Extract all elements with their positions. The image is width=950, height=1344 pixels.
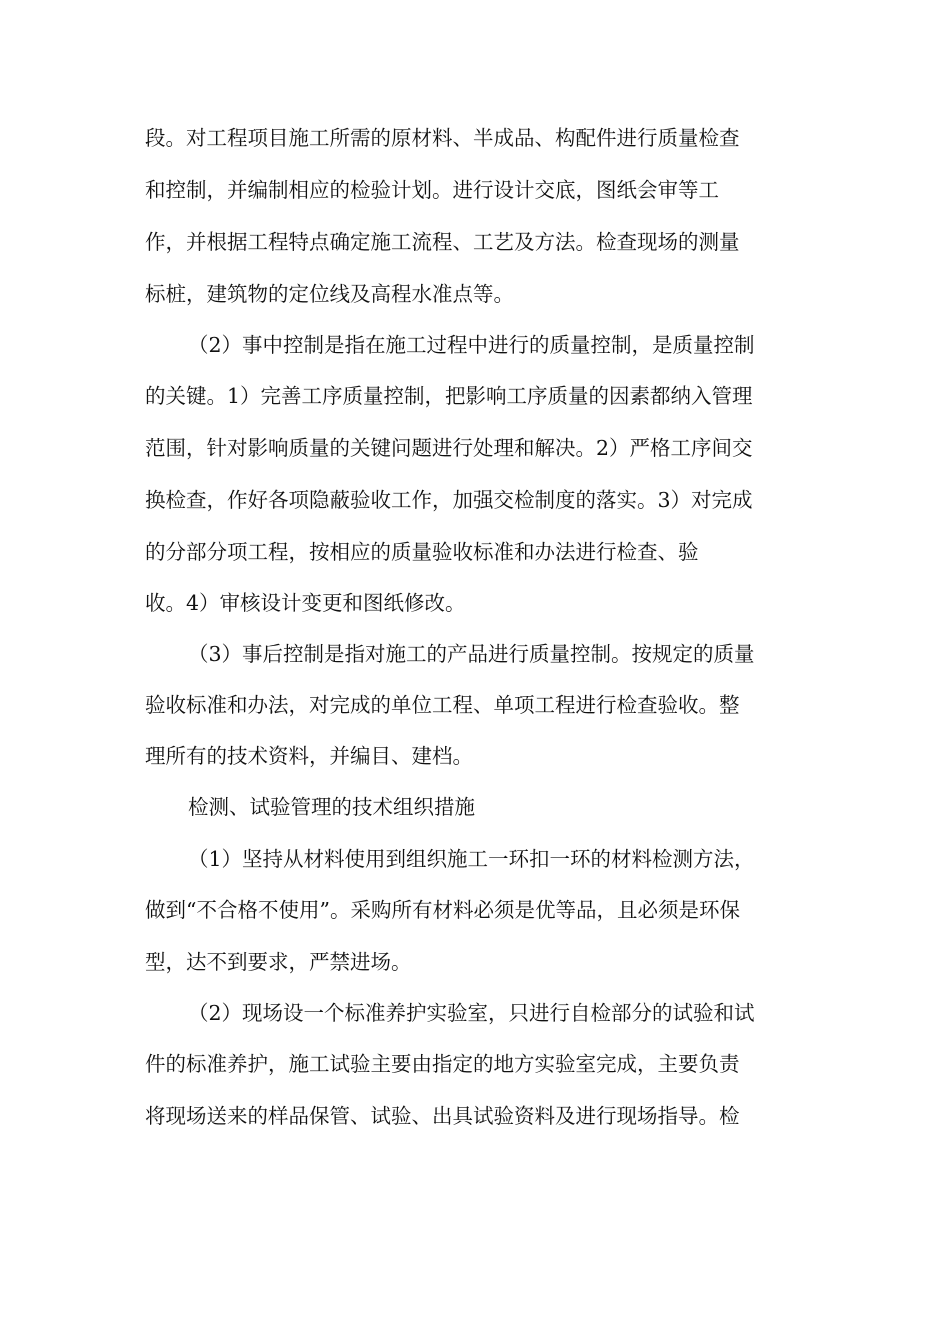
text-line: 范围，针对影响质量的关键问题进行处理和解决。2）严格工序间交 xyxy=(145,436,753,460)
text-line: 换检查，作好各项隐蔽验收工作，加强交检制度的落实。3）对完成 xyxy=(145,488,753,512)
paragraph-start-line: （2）事中控制是指在施工过程中进行的质量控制，是质量控制 xyxy=(188,333,755,357)
text-line: 的关键。1）完善工序质量控制，把影响工序质量的因素都纳入管理 xyxy=(145,384,753,408)
section-heading: 检测、试验管理的技术组织措施 xyxy=(188,795,475,819)
paragraph-start-line: （2）现场设一个标准养护实验室，只进行自检部分的试验和试 xyxy=(188,1001,755,1025)
text-line: 做到“不合格不使用”。采购所有材料必须是优等品，且必须是环保 xyxy=(145,898,740,922)
text-line: 作，并根据工程特点确定施工流程、工艺及方法。检查现场的测量 xyxy=(145,230,740,254)
text-line: 验收标准和办法，对完成的单位工程、单项工程进行检查验收。整 xyxy=(145,693,740,717)
text-line: 的分部分项工程，按相应的质量验收标准和办法进行检查、验 xyxy=(145,540,699,564)
paragraph-start-line: （1）坚持从材料使用到组织施工一环扣一环的材料检测方法， xyxy=(188,847,755,871)
text-line: 将现场送来的样品保管、试验、出具试验资料及进行现场指导。检 xyxy=(145,1104,740,1128)
text-line: 和控制，并编制相应的检验计划。进行设计交底，图纸会审等工 xyxy=(145,178,719,202)
text-line: 理所有的技术资料，并编目、建档。 xyxy=(145,744,473,768)
text-line: 标桩，建筑物的定位线及高程水准点等。 xyxy=(145,282,514,306)
text-line: 件的标准养护，施工试验主要由指定的地方实验室完成，主要负责 xyxy=(145,1052,740,1076)
text-line: 型，达不到要求，严禁进场。 xyxy=(145,950,412,974)
paragraph-start-line: （3）事后控制是指对施工的产品进行质量控制。按规定的质量 xyxy=(188,642,755,666)
text-line: 收。4）审核设计变更和图纸修改。 xyxy=(145,591,466,615)
text-line: 段。对工程项目施工所需的原材料、半成品、构配件进行质量检查 xyxy=(145,126,740,150)
